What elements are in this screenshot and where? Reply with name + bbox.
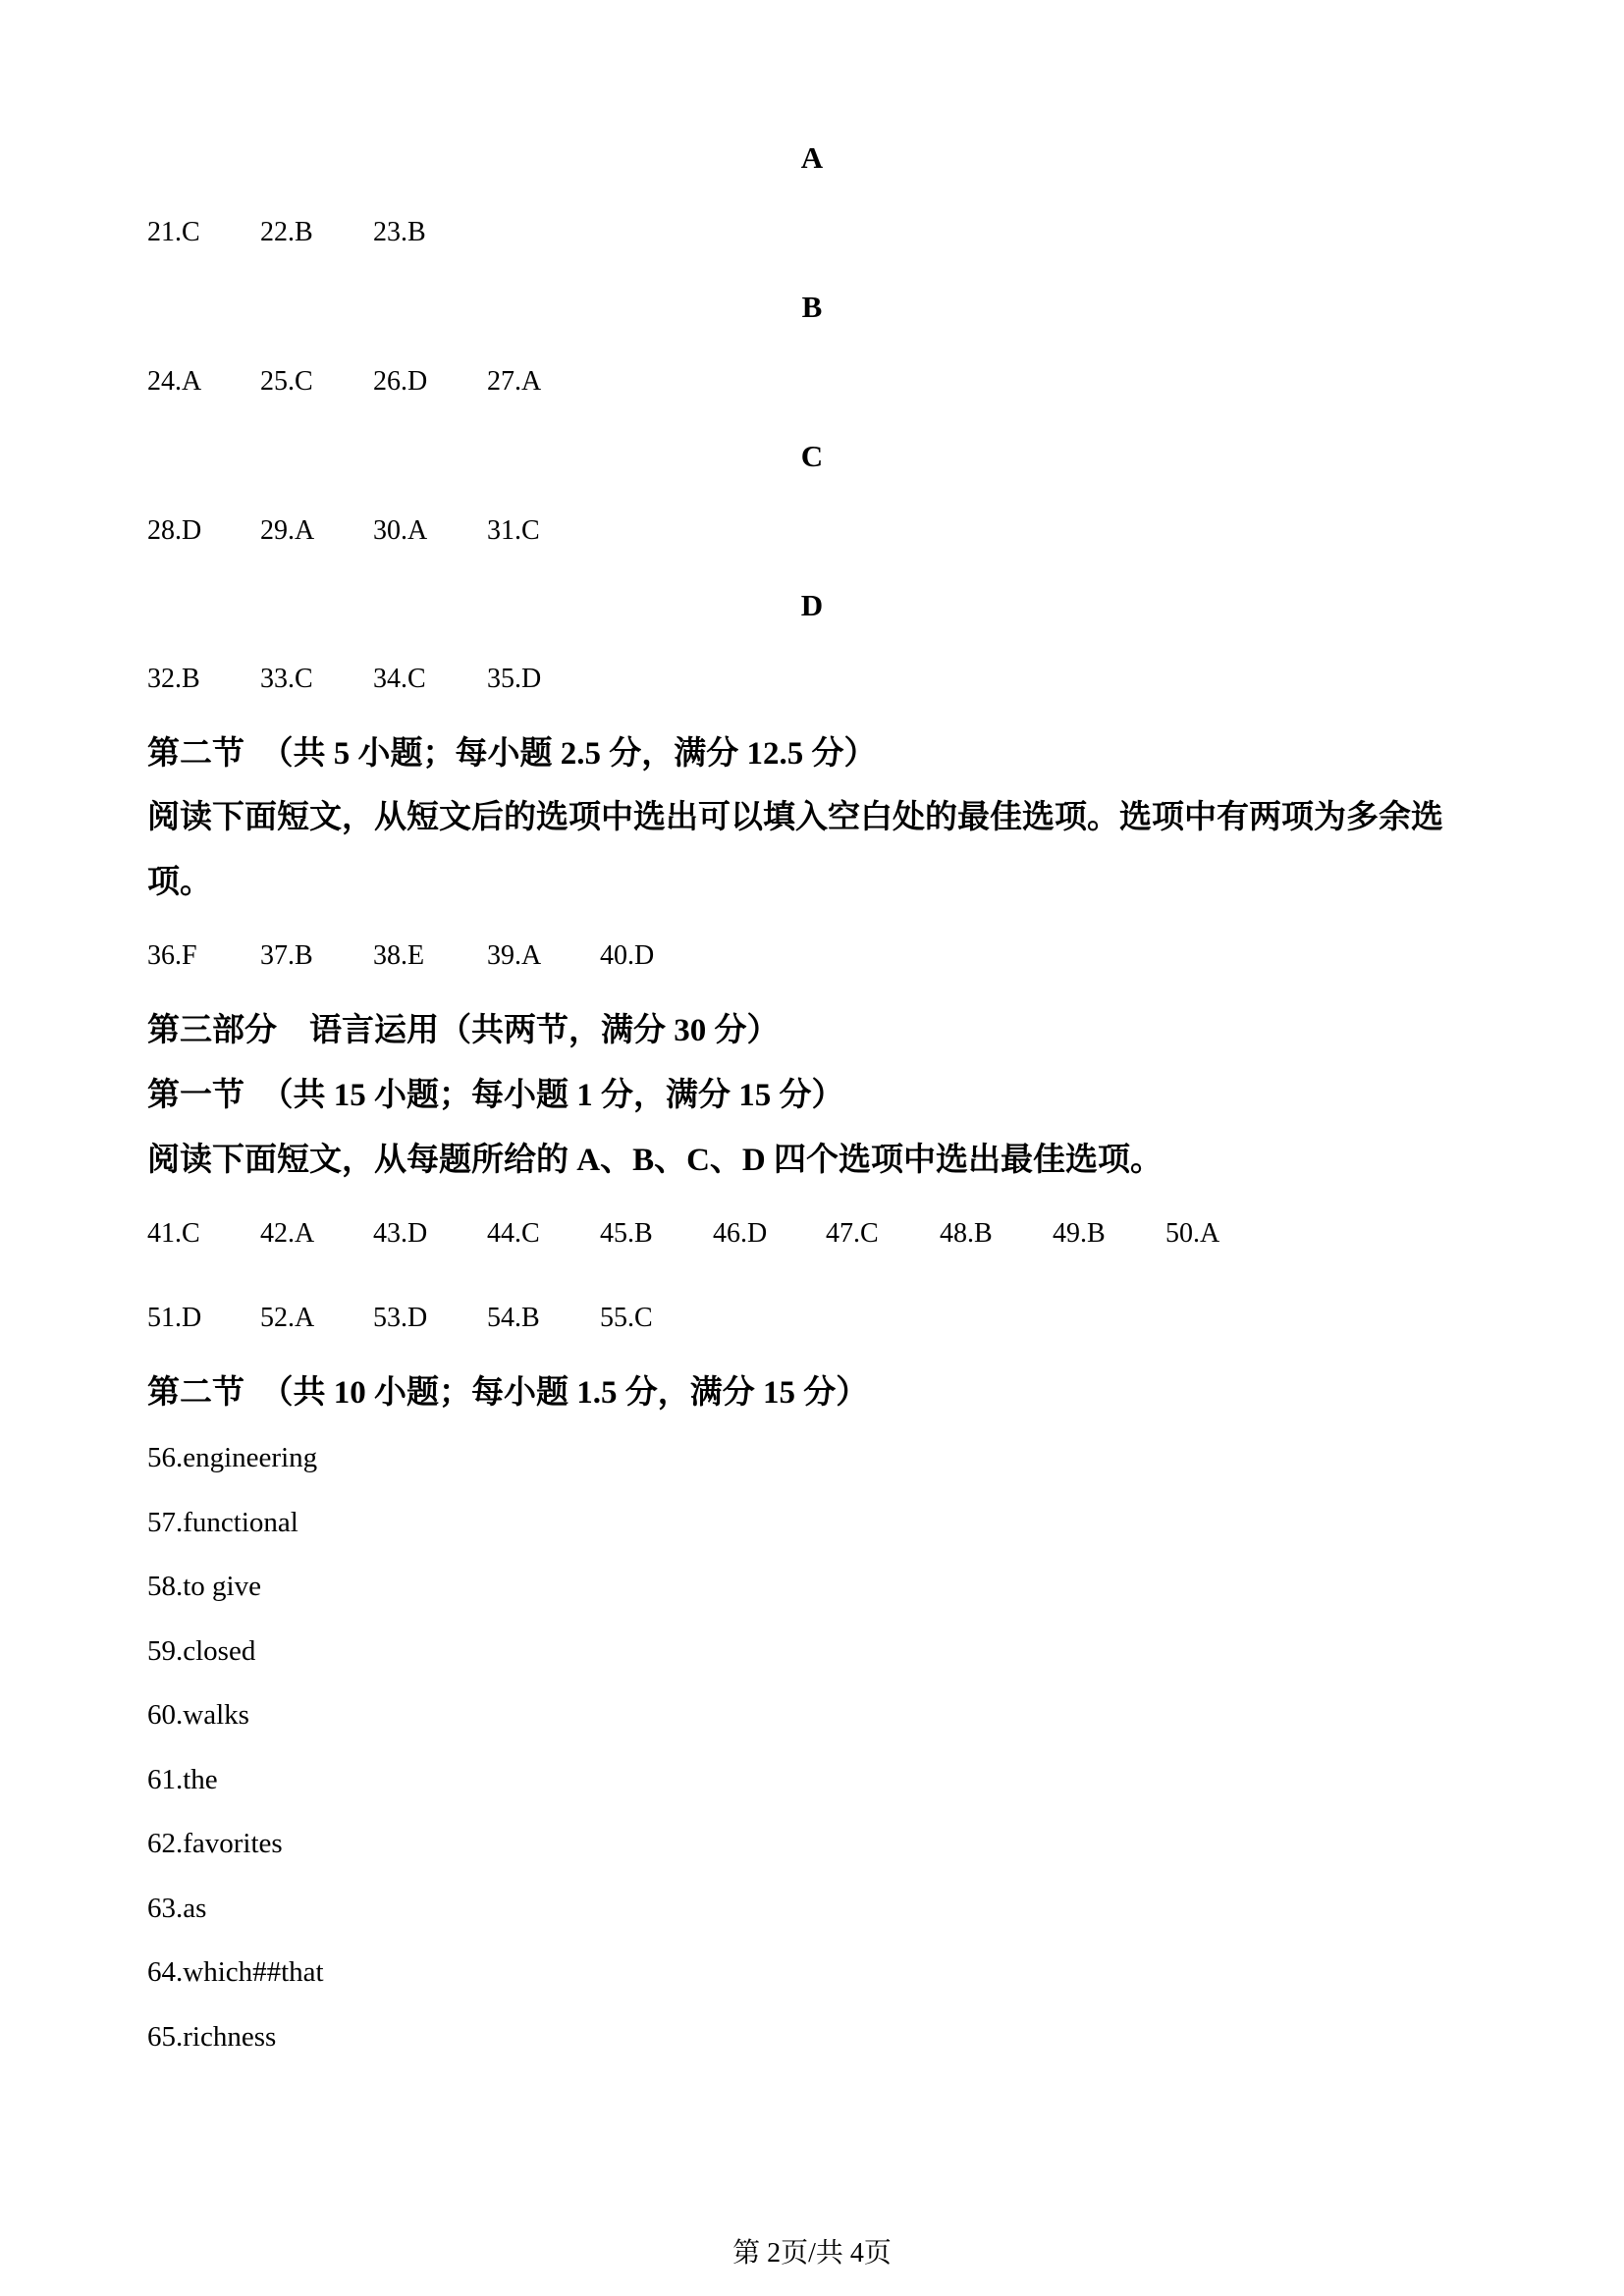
fill-answer: 63.as xyxy=(147,1893,207,1924)
answer-item: 55.C xyxy=(600,1303,653,1333)
page-number: 第 2页/共 4页 xyxy=(732,2238,892,2269)
instruction-reading-2: 阅读下面短文，从短文后的选项中选出可以填入空白处的最佳选项。选项中有两项为多余选项。 xyxy=(147,800,1443,900)
answer-item: 23.B xyxy=(373,217,426,247)
answer-item: 33.C xyxy=(260,664,313,694)
answer-item: 34.C xyxy=(373,664,426,694)
answer-item: 35.D xyxy=(487,664,542,694)
fill-answer: 57.functional xyxy=(147,1507,298,1538)
answer-item: 54.B xyxy=(487,1303,540,1333)
answer-item: 45.B xyxy=(600,1218,653,1249)
fill-answer: 61.the xyxy=(147,1764,218,1795)
answer-item: 28.D xyxy=(147,515,202,546)
answer-item: 49.B xyxy=(1053,1218,1106,1249)
section-heading-reading-2: 第二节 （共 5 小题；每小题 2.5 分，满分 12.5 分） xyxy=(147,736,877,772)
answer-item: 25.C xyxy=(260,366,313,397)
answer-item: 39.A xyxy=(487,940,542,971)
answer-item: 32.B xyxy=(147,664,200,694)
instruction-cloze: 阅读下面短文，从每题所给的 A、B、C、D 四个选项中选出最佳选项。 xyxy=(147,1143,1164,1178)
answer-item: 53.D xyxy=(373,1303,428,1333)
answer-item: 44.C xyxy=(487,1218,540,1249)
answer-item: 21.C xyxy=(147,217,200,247)
group-heading-a: A xyxy=(800,140,824,175)
answer-item: 24.A xyxy=(147,366,202,397)
answer-item: 31.C xyxy=(487,515,540,546)
answer-item: 42.A xyxy=(260,1218,315,1249)
answer-item: 29.A xyxy=(260,515,315,546)
answer-item: 43.D xyxy=(373,1218,428,1249)
group-heading-d: D xyxy=(800,588,824,622)
answer-item: 46.D xyxy=(713,1218,768,1249)
fill-answer: 56.engineering xyxy=(147,1442,318,1473)
answer-item: 47.C xyxy=(826,1218,879,1249)
answer-item: 40.D xyxy=(600,940,655,971)
fill-answer: 58.to give xyxy=(147,1571,261,1602)
fill-answer: 65.richness xyxy=(147,2021,277,2053)
answer-item: 38.E xyxy=(373,940,425,971)
answer-item: 27.A xyxy=(487,366,542,397)
fill-answer: 59.closed xyxy=(147,1635,256,1667)
fill-answer: 64.which##that xyxy=(147,1956,324,1988)
answer-item: 26.D xyxy=(373,366,428,397)
fill-answer: 60.walks xyxy=(147,1699,249,1731)
answer-item: 50.A xyxy=(1165,1218,1220,1249)
answer-item: 37.B xyxy=(260,940,313,971)
answer-item: 52.A xyxy=(260,1303,315,1333)
part-heading-language-use: 第三部分 语言运用（共两节，满分 30 分） xyxy=(147,1013,780,1048)
group-heading-b: B xyxy=(801,290,823,324)
answer-item: 48.B xyxy=(940,1218,993,1249)
answer-item: 36.F xyxy=(147,940,197,971)
answer-item: 51.D xyxy=(147,1303,202,1333)
group-heading-c: C xyxy=(800,439,824,473)
answer-item: 41.C xyxy=(147,1218,200,1249)
fill-answer: 62.favorites xyxy=(147,1828,283,1859)
section-heading-grammar-fill: 第二节 （共 10 小题；每小题 1.5 分，满分 15 分） xyxy=(147,1375,869,1411)
section-heading-cloze: 第一节 （共 15 小题；每小题 1 分，满分 15 分） xyxy=(147,1078,844,1113)
answer-item: 22.B xyxy=(260,217,313,247)
answer-item: 30.A xyxy=(373,515,428,546)
